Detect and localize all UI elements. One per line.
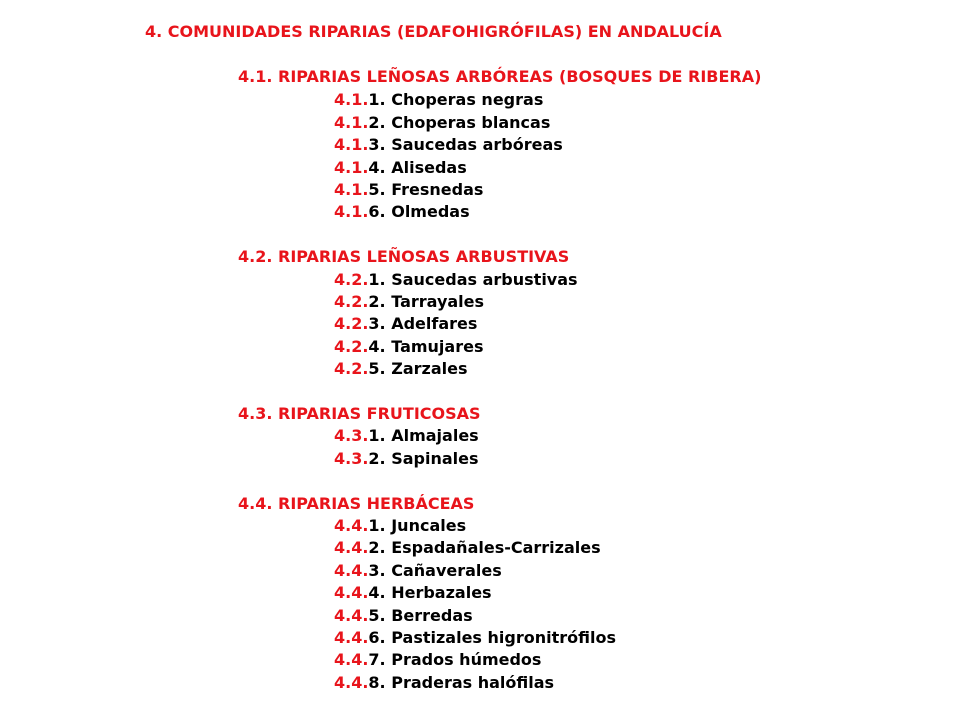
- item-number: 1.: [368, 270, 386, 289]
- section-heading-4-4: 4.4. RIPARIAS HERBÁCEAS: [238, 494, 475, 513]
- item-number: 1.: [368, 426, 386, 445]
- item-prefix: 4.1.: [334, 158, 369, 177]
- item-label: Espadañales-Carrizales: [391, 538, 601, 557]
- item-prefix: 4.3.: [334, 426, 369, 445]
- list-item: [334, 673, 554, 692]
- item-number: 2.: [368, 538, 386, 557]
- item-prefix: 4.4.: [334, 673, 369, 692]
- item-number: 1.: [368, 516, 386, 535]
- item-prefix: 4.4.: [334, 606, 369, 625]
- list-item: [334, 135, 563, 154]
- item-label: Saucedas arbustivas: [391, 270, 578, 289]
- list-item: [334, 359, 467, 378]
- item-prefix: 4.2.: [334, 314, 369, 333]
- list-item: [334, 337, 483, 356]
- item-prefix: 4.1.: [334, 113, 369, 132]
- item-label: Herbazales: [391, 583, 492, 602]
- item-label: Prados húmedos: [391, 650, 542, 669]
- section-heading-4-1: 4.1. RIPARIAS LEÑOSAS ARBÓREAS (BOSQUES DE RIBERA): [238, 67, 762, 86]
- list-item: [334, 583, 492, 602]
- list-item: [334, 606, 473, 625]
- item-prefix: 4.4.: [334, 628, 369, 647]
- list-item: [334, 516, 466, 535]
- item-number: 3.: [368, 135, 386, 154]
- item-prefix: 4.4.: [334, 538, 369, 557]
- item-label: Tarrayales: [391, 292, 485, 311]
- item-label: Fresnedas: [391, 180, 484, 199]
- item-number: 4.: [368, 583, 386, 602]
- item-prefix: 4.2.: [334, 292, 369, 311]
- item-label: Choperas blancas: [391, 113, 551, 132]
- item-number: 3.: [368, 561, 386, 580]
- item-number: 1.: [368, 90, 386, 109]
- list-item: [334, 628, 616, 647]
- item-number: 6.: [368, 628, 386, 647]
- item-number: 8.: [368, 673, 386, 692]
- item-prefix: 4.4.: [334, 561, 369, 580]
- list-item: [334, 158, 467, 177]
- section-heading-4-3: 4.3. RIPARIAS FRUTICOSAS: [238, 404, 481, 423]
- list-item: [334, 202, 470, 221]
- item-label: Adelfares: [391, 314, 478, 333]
- section-heading-4-2: 4.2. RIPARIAS LEÑOSAS ARBUSTIVAS: [238, 247, 570, 266]
- item-number: 5.: [368, 180, 386, 199]
- list-item: [334, 180, 483, 199]
- item-label: Almajales: [391, 426, 479, 445]
- item-number: 7.: [368, 650, 386, 669]
- item-prefix: 4.2.: [334, 270, 369, 289]
- list-item: [334, 292, 484, 311]
- item-label: Choperas negras: [391, 90, 544, 109]
- item-label: Pastizales higronitrófilos: [391, 628, 616, 647]
- item-prefix: 4.1.: [334, 202, 369, 221]
- list-item: [334, 426, 479, 445]
- list-item: [334, 270, 578, 289]
- item-prefix: 4.4.: [334, 516, 369, 535]
- item-prefix: 4.4.: [334, 583, 369, 602]
- item-number: 4.: [368, 337, 386, 356]
- item-label: Berredas: [391, 606, 473, 625]
- item-prefix: 4.4.: [334, 650, 369, 669]
- page-title: 4. COMUNIDADES RIPARIAS (EDAFOHIGRÓFILAS) EN ANDALUCÍA: [145, 22, 722, 41]
- item-prefix: 4.1.: [334, 135, 369, 154]
- list-item: [334, 650, 541, 669]
- item-label: Zarzales: [391, 359, 468, 378]
- list-item: [334, 449, 479, 468]
- item-prefix: 4.3.: [334, 449, 369, 468]
- list-item: [334, 561, 502, 580]
- item-prefix: 4.2.: [334, 359, 369, 378]
- list-item: [334, 113, 550, 132]
- item-label: Saucedas arbóreas: [391, 135, 563, 154]
- item-label: Sapinales: [391, 449, 479, 468]
- item-label: Alisedas: [391, 158, 467, 177]
- item-number: 5.: [368, 359, 386, 378]
- list-item: [334, 314, 477, 333]
- item-number: 6.: [368, 202, 386, 221]
- item-number: 3.: [368, 314, 386, 333]
- item-number: 4.: [368, 158, 386, 177]
- item-label: Tamujares: [391, 337, 484, 356]
- item-prefix: 4.2.: [334, 337, 369, 356]
- list-item: [334, 90, 543, 109]
- item-number: 2.: [368, 292, 386, 311]
- item-label: Olmedas: [391, 202, 470, 221]
- list-item: [334, 538, 601, 557]
- item-prefix: 4.1.: [334, 180, 369, 199]
- item-number: 2.: [368, 449, 386, 468]
- item-label: Cañaverales: [391, 561, 502, 580]
- item-number: 2.: [368, 113, 386, 132]
- item-label: Juncales: [391, 516, 467, 535]
- item-label: Praderas halófilas: [391, 673, 555, 692]
- item-number: 5.: [368, 606, 386, 625]
- item-prefix: 4.1.: [334, 90, 369, 109]
